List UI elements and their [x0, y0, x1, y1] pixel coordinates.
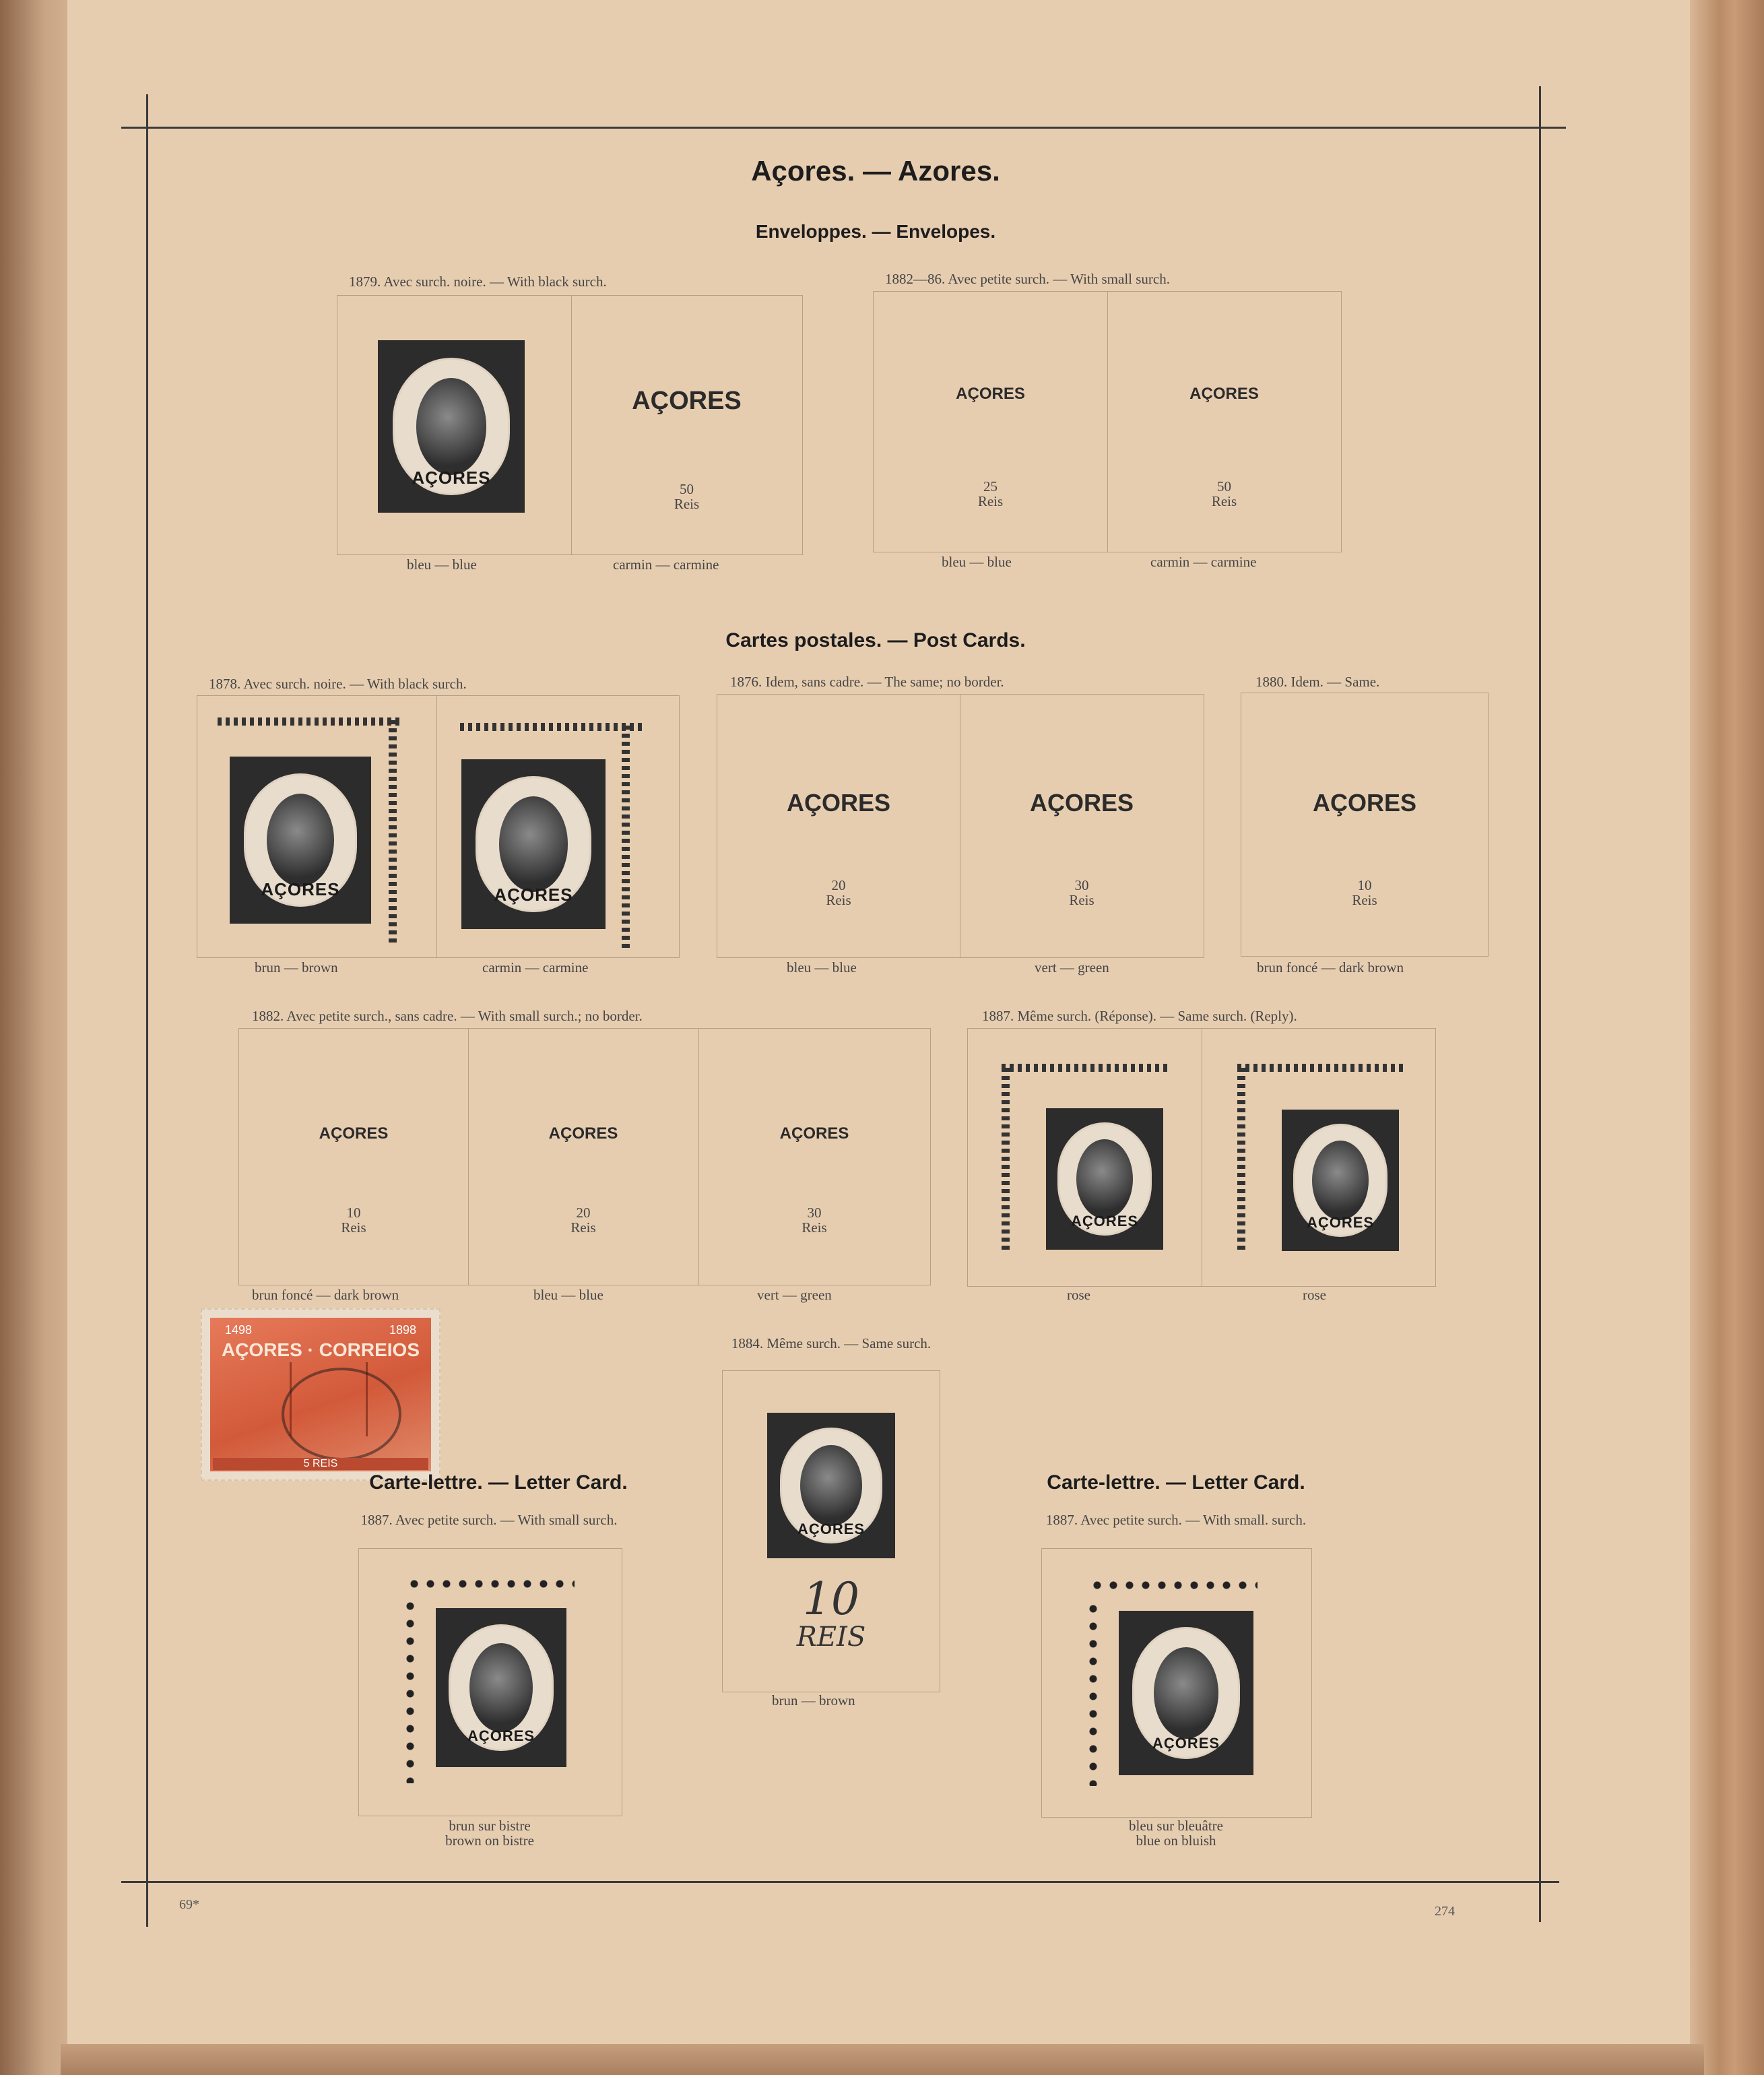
value: 50	[1217, 478, 1231, 494]
border-bottom	[121, 1881, 1559, 1883]
folio-right: 274	[1435, 1904, 1455, 1919]
color-label: carmin — carmine	[613, 556, 719, 573]
page-title: Açores. — Azores.	[751, 155, 1000, 187]
letter-card-space	[358, 1548, 622, 1816]
color-label: brown on bistre	[445, 1832, 534, 1849]
envelopes-1882-caption: 1882—86. Avec petite surch. — With small surch.	[885, 271, 1170, 287]
value: 50	[680, 481, 694, 497]
letter-card-heading: Carte-lettre. — Letter Card.	[1047, 1471, 1305, 1494]
color-label: rose	[1303, 1287, 1326, 1303]
color-label: brun foncé — dark brown	[252, 1287, 399, 1303]
stamp-image: AÇORES	[1119, 1611, 1253, 1775]
unit: Reis	[674, 496, 700, 512]
letter-card-caption: 1887. Avec petite surch. — With small. surch.	[1045, 1512, 1307, 1528]
envelopes-heading: Enveloppes. — Envelopes.	[755, 221, 996, 242]
unit: Reis	[341, 1219, 366, 1236]
unit: Reis	[1352, 892, 1377, 908]
unit: Reis	[977, 493, 1004, 509]
unit: Reis	[1069, 892, 1095, 908]
letter-card-caption: 1887. Avec petite surch. — With small surch.	[360, 1512, 618, 1528]
border-top	[121, 127, 1566, 129]
unit: Reis	[826, 892, 851, 908]
postcards-1887-spaces	[967, 1028, 1436, 1287]
postcards-1880-caption: 1880. Idem. — Same.	[1255, 674, 1380, 690]
color-label: brun foncé — dark brown	[1257, 959, 1404, 976]
unit: Reis	[802, 1219, 827, 1236]
value: 10	[803, 1573, 859, 1625]
stamp-image: AÇORES	[230, 757, 371, 924]
color-label: brun — brown	[772, 1692, 855, 1709]
stamp-year: 1498	[225, 1323, 253, 1337]
value: 30	[1074, 877, 1089, 893]
postcards-1884-space	[722, 1370, 940, 1692]
value: 30	[807, 1205, 822, 1221]
envelopes-1879-spaces	[337, 295, 803, 555]
overprint: AÇORES	[1029, 789, 1134, 817]
overprint: AÇORES	[786, 789, 891, 817]
stamp-year: 1898	[389, 1323, 416, 1337]
color-label: vert — green	[1035, 959, 1109, 976]
unit: Reis	[570, 1219, 596, 1236]
stamp-image: AÇORES	[1282, 1110, 1399, 1251]
unit: REIS	[796, 1622, 866, 1653]
overprint: AÇORES	[548, 1124, 618, 1143]
postcards-1876-caption: 1876. Idem, sans cadre. — The same; no border.	[730, 674, 1004, 690]
loose-stamp	[201, 1308, 440, 1481]
border-left	[146, 94, 148, 1927]
color-label: bleu sur bleuâtre	[1129, 1818, 1223, 1834]
postcards-1884-caption: 1884. Même surch. — Same surch.	[731, 1335, 932, 1351]
border-right	[1539, 86, 1541, 1922]
stamp-image: AÇORES	[378, 340, 525, 513]
page-edge-bottom	[61, 2044, 1704, 2075]
folio-left: 69*	[179, 1897, 199, 1912]
color-label: brun — brown	[255, 959, 338, 976]
overprint: AÇORES	[1312, 789, 1417, 817]
postcards-1882-spaces	[238, 1028, 931, 1285]
letter-card-space	[1041, 1548, 1312, 1818]
stamp-banner: AÇORES · CORREIOS	[221, 1339, 420, 1360]
postcards-1880-space	[1241, 693, 1489, 957]
color-label: bleu — blue	[787, 959, 857, 976]
unit: Reis	[1211, 493, 1237, 509]
postmark-icon	[282, 1368, 401, 1461]
stamp-image: AÇORES	[436, 1608, 566, 1767]
color-label: vert — green	[757, 1287, 832, 1303]
overprint: AÇORES	[1189, 385, 1259, 403]
page-edge	[1690, 0, 1764, 2075]
color-label: rose	[1067, 1287, 1090, 1303]
overprint: AÇORES	[956, 385, 1025, 403]
stamp-image: AÇORES	[461, 759, 606, 929]
overprint: AÇORES	[319, 1124, 389, 1143]
overprint: AÇORES	[779, 1124, 849, 1143]
envelopes-1879-caption: 1879. Avec surch. noire. — With black surch.	[349, 274, 607, 290]
color-label: bleu — blue	[407, 556, 477, 573]
color-label: bleu — blue	[942, 554, 1012, 570]
value: 10	[346, 1205, 361, 1221]
color-label: blue on bluish	[1136, 1832, 1216, 1849]
postcards-1876-spaces	[717, 694, 1204, 958]
envelopes-1882-spaces	[873, 291, 1342, 552]
color-label: carmin — carmine	[482, 959, 589, 976]
postcards-1878-caption: 1878. Avec surch. noire. — With black surch.	[209, 676, 467, 692]
postcards-1882-caption: 1882. Avec petite surch., sans cadre. — With small surch.; no border.	[252, 1008, 643, 1024]
letter-card-heading: Carte-lettre. — Letter Card.	[369, 1471, 628, 1494]
postcards-1887-caption: 1887. Même surch. (Réponse). — Same surch. (Reply).	[982, 1008, 1297, 1024]
postcards-1878-spaces	[197, 695, 680, 958]
value: 20	[831, 877, 846, 893]
stamp-value: 5 REIS	[213, 1458, 428, 1470]
stamp-image: AÇORES	[1046, 1108, 1163, 1250]
value: 25	[983, 478, 998, 494]
value: 20	[576, 1205, 591, 1221]
postcards-heading: Cartes postales. — Post Cards.	[725, 629, 1026, 651]
stamp-image: AÇORES	[767, 1413, 895, 1558]
value: 10	[1357, 877, 1372, 893]
color-label: bleu — blue	[533, 1287, 603, 1303]
color-label: carmin — carmine	[1150, 554, 1257, 570]
overprint: AÇORES	[632, 387, 742, 415]
color-label: brun sur bistre	[449, 1818, 531, 1834]
